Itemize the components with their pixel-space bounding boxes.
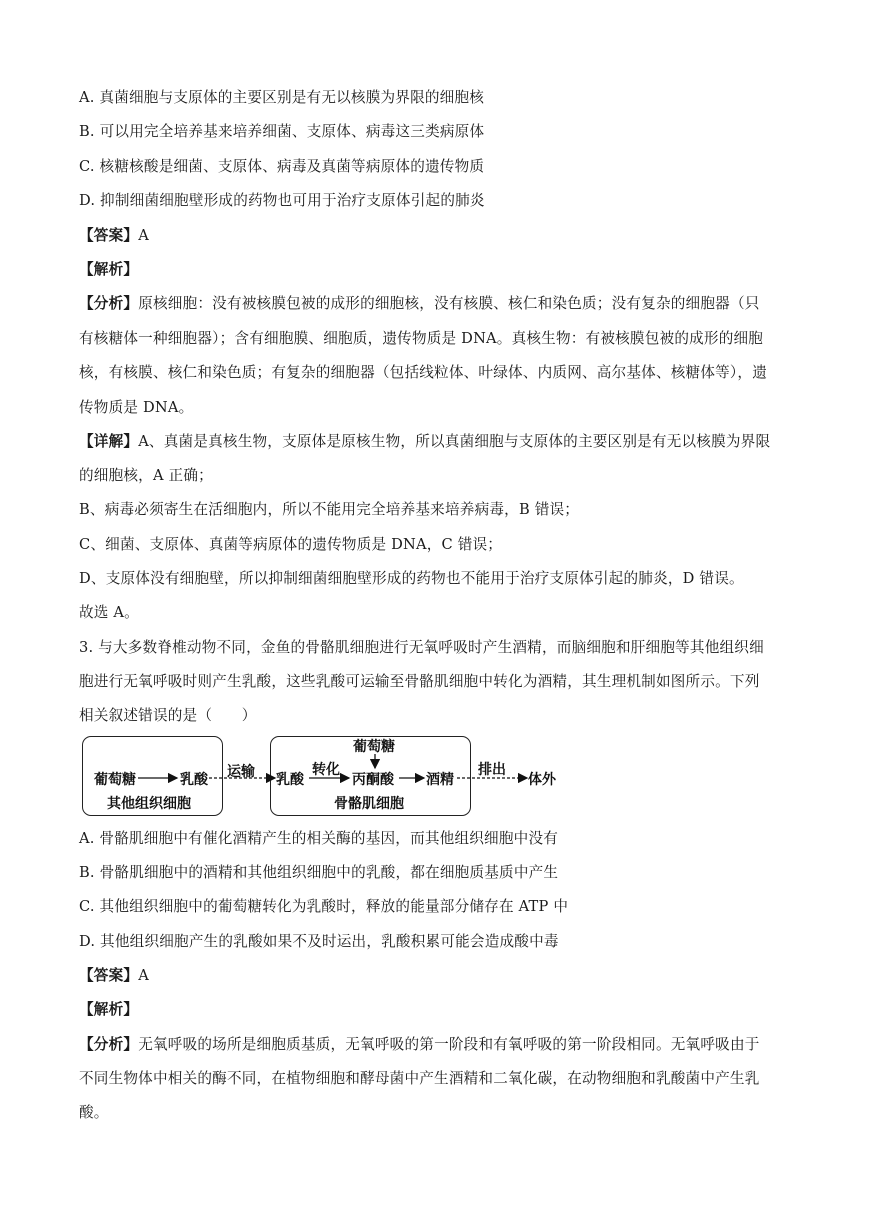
q2-fenxi-line-4: 传物质是 DNA。	[79, 399, 194, 416]
q2-xiangjie-line-2: 的细胞核，A 正确；	[79, 467, 213, 484]
glucose-left-label: 葡萄糖	[94, 772, 136, 788]
q3-analysis-tag: 【解析】	[79, 1001, 139, 1018]
transport-label: 运输	[227, 764, 255, 780]
muscle-cell-label: 骨骼肌细胞	[334, 796, 404, 812]
q2-xiangjie-line-3: B、病毒必须寄生在活细胞内，所以不能用完全培养基来培养病毒，B 错误；	[79, 501, 580, 518]
answer-value: A	[138, 227, 149, 244]
metabolism-diagram	[79, 730, 559, 818]
q3-stem-line-2: 胞进行无氧呼吸时则产生乳酸，这些乳酸可运输至骨骼肌细胞中转化为酒精，其生理机制如图所示。下列	[79, 673, 760, 690]
q3-fenxi-line-1	[79, 1035, 760, 1055]
answer-value: A	[138, 967, 149, 984]
q3-fenxi-line-2: 不同生物体中相关的酶不同，在植物细胞和酵母菌中产生酒精和二氧化碳，在动物细胞和乳酸菌中产生乳	[79, 1070, 760, 1087]
q2-xiangjie-line-6: 故选 A。	[79, 604, 139, 621]
q2-fenxi-line-3: 核，有核膜、核仁和染色质；有复杂的细胞器（包括线粒体、叶绿体、内质网、高尔基体、核糖体等），遗	[79, 364, 768, 381]
q2-answer	[79, 226, 149, 246]
q3-stem-line-3: 相关叙述错误的是（ ）	[79, 707, 257, 724]
xiangjie-text: A、真菌是真核生物，支原体是原核生物，所以真菌细胞与支原体的主要区别是有无以核膜为界限	[138, 433, 771, 450]
q3-option-d: D. 其他组织细胞产生的乳酸如果不及时运出，乳酸积累可能会造成酸中毒	[79, 933, 559, 950]
q2-analysis-tag: 【解析】	[79, 261, 139, 278]
fenxi-tag: 【分析】	[79, 295, 139, 312]
ethanol-label: 酒精	[426, 772, 454, 788]
glucose-top-label: 葡萄糖	[353, 739, 395, 755]
fenxi-text: 原核细胞：没有被核膜包被的成形的细胞核，没有核膜、核仁和染色质；没有复杂的细胞器（只	[138, 295, 760, 312]
fenxi-text: 无氧呼吸的场所是细胞质基质，无氧呼吸的第一阶段和有氧呼吸的第一阶段相同。无氧呼吸由于	[138, 1036, 760, 1053]
q3-option-b: B. 骨骼肌细胞中的酒精和其他组织细胞中的乳酸，都在细胞质基质中产生	[79, 864, 559, 881]
q2-xiangjie-line-4: C、细菌、支原体、真菌等病原体的遗传物质是 DNA，C 错误；	[79, 536, 503, 553]
q2-option-a: A. 真菌细胞与支原体的主要区别是有无以核膜为界限的细胞核	[79, 89, 485, 106]
q2-option-d: D. 抑制细菌细胞壁形成的药物也可用于治疗支原体引起的肺炎	[79, 192, 485, 209]
q2-fenxi-line-1	[79, 294, 760, 314]
answer-tag: 【答案】	[79, 967, 139, 984]
outside-label: 体外	[528, 772, 556, 788]
lactate-right-label: 乳酸	[276, 772, 304, 788]
other-tissue-cell-label: 其他组织细胞	[107, 796, 191, 812]
q2-option-c: C. 核糖核酸是细菌、支原体、病毒及真菌等病原体的遗传物质	[79, 158, 485, 175]
xiangjie-tag: 【详解】	[79, 433, 139, 450]
q3-fenxi-line-3: 酸。	[79, 1104, 109, 1121]
q2-xiangjie-line-5: D、支原体没有细胞壁，所以抑制细菌细胞壁形成的药物也不能用于治疗支原体引起的肺炎，D 错误。	[79, 570, 744, 587]
q2-fenxi-line-2: 有核糖体一种细胞器）；含有细胞膜、细胞质，遗传物质是 DNA。真核生物：有被核膜包被的成形的细胞	[79, 330, 764, 347]
q3-answer	[79, 966, 149, 986]
q3-option-c: C. 其他组织细胞中的葡萄糖转化为乳酸时，释放的能量部分储存在 ATP 中	[79, 898, 569, 915]
fenxi-tag: 【分析】	[79, 1036, 139, 1053]
lactate-left-label: 乳酸	[180, 772, 208, 788]
pyruvate-label: 丙酮酸	[352, 772, 394, 788]
answer-tag: 【答案】	[79, 227, 139, 244]
q3-option-a: A. 骨骼肌细胞中有催化酒精产生的相关酶的基因，而其他组织细胞中没有	[79, 830, 559, 847]
q3-stem-line-1: 3. 与大多数脊椎动物不同，金鱼的骨骼肌细胞进行无氧呼吸时产生酒精，而脑细胞和肝细胞等其他组织细	[79, 639, 764, 656]
q2-option-b: B. 可以用完全培养基来培养细菌、支原体、病毒这三类病原体	[79, 123, 485, 140]
excrete-label: 排出	[478, 762, 506, 778]
q2-xiangjie-line-1	[79, 432, 770, 452]
convert-label: 转化	[312, 762, 340, 778]
